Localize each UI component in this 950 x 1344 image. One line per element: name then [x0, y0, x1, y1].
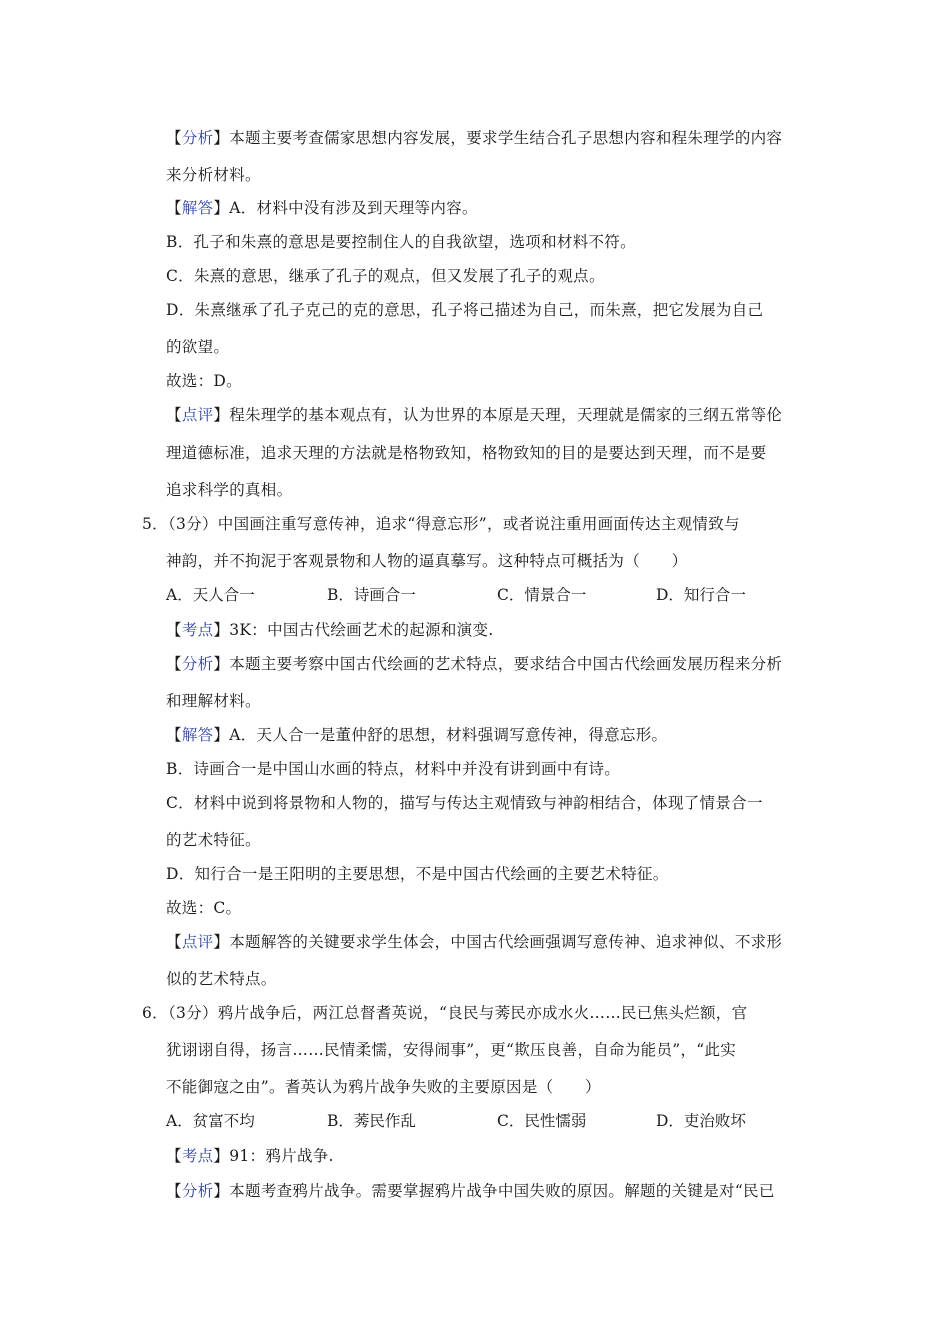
dianping-tag: 点评 — [181, 933, 214, 951]
q5-stem-line-1: 5．（3分）中国画注重写意传神，追求“得意忘形”，或者说注重用画面传达主观情致与 — [142, 515, 740, 533]
q5-option-d: D．知行合一 — [656, 586, 746, 604]
q6-fenxi-line-1: 【分析】本题考查鸦片战争。需要掌握鸦片战争中国失败的原因。解题的关键是对“民已 — [166, 1182, 775, 1200]
q6-option-a: A．贫富不均 — [166, 1112, 255, 1130]
q6-number: 6． — [142, 1004, 168, 1022]
q6-option-b: B．莠民作乱 — [327, 1112, 416, 1130]
fenxi-tag: 分析 — [181, 1182, 214, 1200]
q5-fenxi-line-1: 【分析】本题主要考察中国古代绘画的艺术特点，要求结合中国古代绘画发展历程来分析 — [166, 655, 783, 673]
q5-stem-line-2: 神韵，并不拘泥于客观景物和人物的逼真摹写。这种特点可概括为（ ） — [166, 552, 688, 570]
q5-fenxi-line-2: 和理解材料。 — [166, 692, 261, 710]
fenxi-tag: 分析 — [181, 655, 214, 673]
q5-option-b-explain: B．诗画合一是中国山水画的特点，材料中并没有讲到画中有诗。 — [166, 760, 621, 778]
q5-dianping-line-2: 似的艺术特点。 — [166, 970, 277, 988]
q6-option-c: C．民性懦弱 — [497, 1112, 587, 1130]
q6-stem-line-1: 6．（3分）鸦片战争后，两江总督耆英说，“良民与莠民亦成水火……民已焦头烂额，官 — [142, 1004, 748, 1022]
q5-number: 5． — [142, 515, 168, 533]
q5-dianping-line-1: 【点评】本题解答的关键要求学生体会，中国古代绘画强调写意传神、追求神似、不求形 — [166, 933, 783, 951]
q6-kaodian-line: 【考点】91：鸦片战争. — [166, 1147, 334, 1165]
q5-option-c-explain-2: 的艺术特征。 — [166, 831, 261, 849]
q5-kaodian-line: 【考点】3K：中国古代绘画艺术的起源和演变. — [166, 621, 494, 639]
q5-option-c: C．情景合一 — [497, 586, 587, 604]
q4-fenxi-line-2: 来分析材料。 — [166, 166, 261, 184]
q6-stem-line-2: 犹诩诩自得，扬言……民情柔懦，安得闹事”，更“欺压良善，自命为能员”，“此实 — [166, 1041, 737, 1059]
q6-option-d: D．吏治败坏 — [656, 1112, 746, 1130]
q4-option-d-explain-2: 的欲望。 — [166, 338, 230, 356]
dianping-tag: 点评 — [181, 406, 214, 424]
q5-option-b: B．诗画合一 — [327, 586, 416, 604]
q6-stem-line-3: 不能御寇之由”。耆英认为鸦片战争失败的主要原因是（ ） — [166, 1078, 601, 1096]
kaodian-tag: 考点 — [181, 621, 214, 639]
q4-dianping-line-3: 追求科学的真相。 — [166, 481, 293, 499]
q4-option-d-explain-1: D．朱熹继承了孔子克己的克的意思，孔子将己描述为自己，而朱熹，把它发展为自己 — [166, 301, 764, 319]
q5-option-c-explain-1: C．材料中说到将景物和人物的，描写与传达主观情致与神韵相结合，体现了情景合一 — [166, 794, 763, 812]
q4-jieda-line: 【解答】A．材料中没有涉及到天理等内容。 — [166, 199, 478, 217]
q4-fenxi-line-1: 【分析】本题主要考查儒家思想内容发展，要求学生结合孔子思想内容和程朱理学的内容 — [166, 129, 783, 147]
q4-dianping-line-1: 【点评】程朱理学的基本观点有，认为世界的本原是天理，天理就是儒家的三纲五常等伦 — [166, 406, 783, 424]
q4-option-c-explain: C．朱熹的意思，继承了孔子的观点，但又发展了孔子的观点。 — [166, 267, 605, 285]
jieda-tag: 解答 — [181, 726, 214, 744]
q4-dianping-line-2: 理道德标准，追求天理的方法就是格物致知，格物致知的目的是要达到天理，而不是要 — [166, 444, 767, 462]
q4-answer: 故选：D。 — [166, 372, 242, 390]
kaodian-tag: 考点 — [181, 1147, 214, 1165]
q4-option-b-explain: B．孔子和朱熹的意思是要控制住人的自我欲望，选项和材料不符。 — [166, 233, 636, 251]
fenxi-tag: 分析 — [181, 129, 214, 147]
q5-option-a: A．天人合一 — [166, 586, 255, 604]
jieda-tag: 解答 — [181, 199, 214, 217]
q5-jieda-line: 【解答】A．天人合一是董仲舒的思想，材料强调写意传神，得意忘形。 — [166, 726, 668, 744]
q5-answer: 故选：C。 — [166, 899, 242, 917]
q5-option-d-explain: D．知行合一是王阳明的主要思想，不是中国古代绘画的主要艺术特征。 — [166, 865, 669, 883]
